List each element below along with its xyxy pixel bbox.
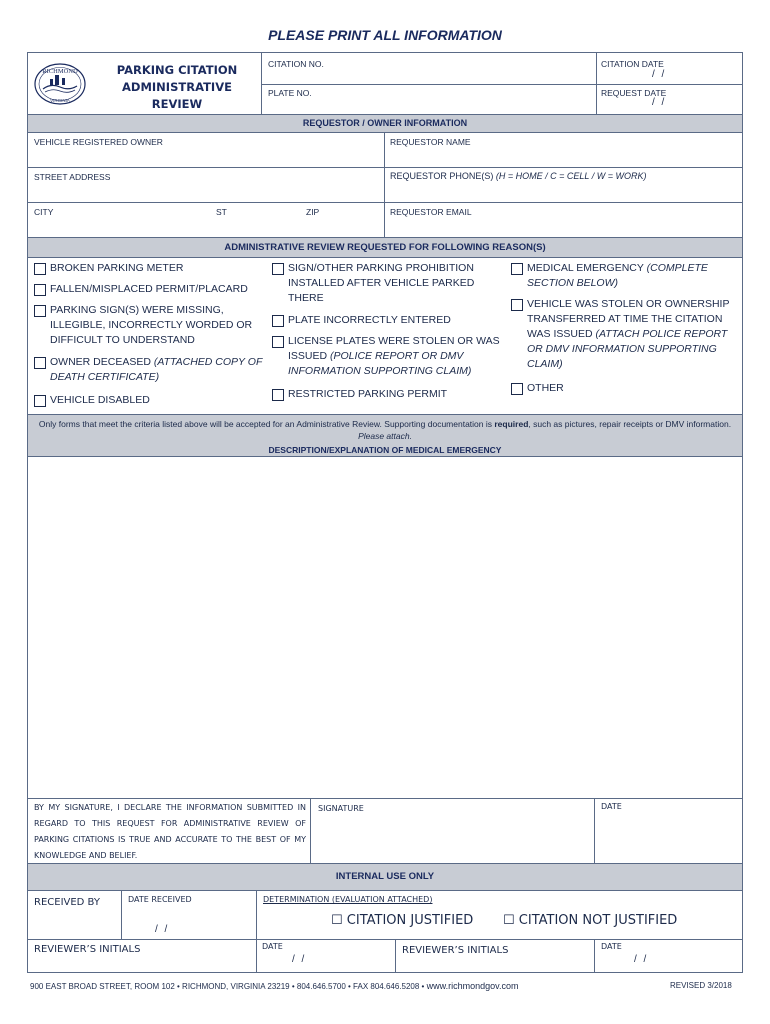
- vehicle-owner-label: VEHICLE REGISTERED OWNER: [34, 137, 163, 147]
- street-address-field[interactable]: [30, 182, 382, 200]
- date-received-label: DATE RECEIVED: [128, 895, 192, 904]
- citation-date-label: CITATION DATE: [601, 59, 664, 69]
- checkbox[interactable]: [511, 299, 523, 311]
- vehicle-owner-field[interactable]: [30, 147, 382, 165]
- revision-note: REVISED 3/2018: [670, 981, 732, 990]
- citation-no-field[interactable]: [262, 68, 595, 83]
- description-heading: DESCRIPTION/EXPLANATION OF MEDICAL EMERGENCY: [268, 445, 502, 455]
- date-received-field[interactable]: / /: [155, 924, 170, 935]
- citation-justified-checkbox[interactable]: ☐ CITATION JUSTIFIED: [331, 913, 474, 928]
- received-by-label: RECEIVED BY: [34, 897, 100, 908]
- reason-vehicle-stolen[interactable]: VEHICLE WAS STOLEN OR OWNERSHIP TRANSFERRED AT TIME THE CITATION WAS ISSUED (ATTACH POLICE REPORT OR DMV INFORMATION SUPPORTING CLAIM): [511, 297, 741, 372]
- state-label: ST: [216, 207, 227, 217]
- reason-restricted-permit[interactable]: RESTRICTED PARKING PERMIT: [272, 387, 504, 402]
- email-label: REQUESTOR EMAIL: [390, 207, 472, 217]
- reasons-band: ADMINISTRATIVE REVIEW REQUESTED FOR FOLLOWING REASON(S): [28, 238, 742, 257]
- zip-field[interactable]: [302, 217, 382, 235]
- page-title: PLEASE PRINT ALL INFORMATION: [268, 27, 502, 43]
- state-field[interactable]: [212, 217, 300, 235]
- reason-other[interactable]: OTHER: [511, 381, 737, 396]
- citation-no-label: CITATION NO.: [268, 59, 324, 69]
- reason-plate-incorrect[interactable]: PLATE INCORRECTLY ENTERED: [272, 313, 504, 328]
- request-date-field[interactable]: / /: [652, 97, 667, 108]
- final-date-label: DATE: [601, 942, 622, 951]
- checkbox[interactable]: [34, 284, 46, 296]
- logo-bottom-text: VIRGINIA: [50, 98, 70, 103]
- phone-field[interactable]: [386, 182, 740, 200]
- plate-no-field[interactable]: [262, 97, 595, 113]
- reason-owner-deceased[interactable]: OWNER DECEASED (ATTACHED COPY OF DEATH CERTIFICATE): [34, 355, 266, 385]
- zip-label: ZIP: [306, 207, 320, 217]
- requestor-band: REQUESTOR / OWNER INFORMATION: [28, 115, 742, 132]
- review-date-label: DATE: [262, 942, 283, 951]
- reason-broken-meter[interactable]: BROKEN PARKING METER: [34, 261, 264, 276]
- checkbox[interactable]: [34, 263, 46, 275]
- checkbox[interactable]: [272, 389, 284, 401]
- citation-date-field[interactable]: / /: [652, 69, 667, 80]
- request-date-label: REQUEST DATE: [601, 88, 667, 98]
- final-date-field[interactable]: / /: [634, 954, 649, 965]
- city-label: CITY: [34, 207, 54, 217]
- signature-date-field[interactable]: [597, 814, 740, 861]
- checkbox[interactable]: [34, 305, 46, 317]
- plate-no-label: PLATE NO.: [268, 88, 312, 98]
- signature-label: SIGNATURE: [318, 804, 364, 813]
- reviewer-initials-label-1: REVIEWER’S INITIALS: [34, 944, 141, 955]
- signature-field[interactable]: [313, 816, 592, 861]
- reason-sign-missing[interactable]: PARKING SIGN(S) WERE MISSING, ILLEGIBLE, INCORRECTLY WORDED OR DIFFICULT TO UNDERSTAND: [34, 303, 266, 348]
- checkbox[interactable]: [34, 357, 46, 369]
- email-field[interactable]: [386, 217, 740, 235]
- reason-sign-installed-after[interactable]: SIGN/OTHER PARKING PROHIBITION INSTALLED AFTER VEHICLE PARKED THERE: [272, 261, 504, 306]
- checkbox[interactable]: [511, 263, 523, 275]
- determination-label: DETERMINATION (EVALUATION ATTACHED): [263, 895, 433, 904]
- internal-use-band: INTERNAL USE ONLY: [28, 864, 742, 890]
- criteria-note: Only forms that meet the criteria listed above will be accepted for an Administrative Review. Supporting documentation is required, such as pictures, repair receipts or DMV information. Please attach.: [38, 419, 732, 441]
- requestor-name-field[interactable]: [386, 147, 740, 165]
- reviewer-initials-label-2: REVIEWER’S INITIALS: [402, 945, 509, 956]
- reason-medical-emergency[interactable]: MEDICAL EMERGENCY (COMPLETE SECTION BELOW): [511, 261, 737, 291]
- reason-plates-stolen[interactable]: LICENSE PLATES WERE STOLEN OR WAS ISSUED (POLICE REPORT OR DMV INFORMATION SUPPORTING CLAIM): [272, 334, 504, 379]
- website-link[interactable]: www.richmondgov.com: [426, 981, 519, 991]
- requestor-name-label: REQUESTOR NAME: [390, 137, 471, 147]
- form-title: PARKING CITATION ADMINISTRATIVE REVIEW: [116, 63, 238, 111]
- description-textarea[interactable]: [30, 459, 740, 796]
- footer-address: 900 EAST BROAD STREET, ROOM 102 • RICHMOND, VIRGINIA 23219 • 804.646.5700 • FAX 804.646.5208 • www.richmondgov.com: [30, 981, 519, 991]
- checkbox[interactable]: [511, 383, 523, 395]
- checkbox[interactable]: [272, 336, 284, 348]
- street-address-label: STREET ADDRESS: [34, 172, 111, 182]
- review-date-field[interactable]: / /: [292, 954, 307, 965]
- logo-top-text: RICHMOND: [42, 68, 78, 75]
- city-field[interactable]: [30, 217, 210, 235]
- checkbox[interactable]: [34, 395, 46, 407]
- citation-not-justified-checkbox[interactable]: ☐ CITATION NOT JUSTIFIED: [503, 913, 678, 928]
- checkbox[interactable]: [272, 315, 284, 327]
- richmond-seal-logo: [33, 62, 87, 106]
- phone-label: REQUESTOR PHONE(S) (H = HOME / C = CELL / W = WORK): [390, 171, 647, 181]
- signature-date-label: DATE: [601, 802, 622, 811]
- declaration-text: BY MY SIGNATURE, I DECLARE THE INFORMATION SUBMITTED IN REGARD TO THIS REQUEST FOR ADMINISTRATIVE REVIEW OF PARKING CITATIONS IS TRUE AND ACCURATE TO THE BEST OF MY KNOWLEDGE AND BELIEF.: [34, 803, 306, 860]
- checkbox[interactable]: [272, 263, 284, 275]
- reason-fallen-permit[interactable]: FALLEN/MISPLACED PERMIT/PLACARD: [34, 282, 264, 297]
- reason-vehicle-disabled[interactable]: VEHICLE DISABLED: [34, 393, 264, 408]
